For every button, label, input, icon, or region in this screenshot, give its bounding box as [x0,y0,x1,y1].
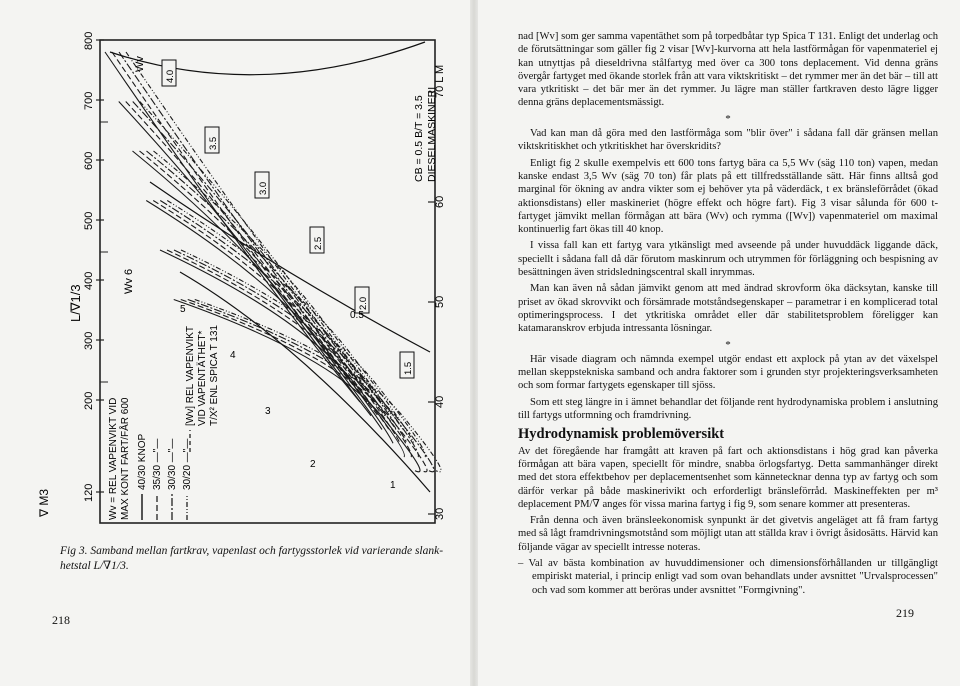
curve-label-5: 5 [180,304,186,315]
paragraph-b3: I vissa fall kan ett fartyg vara ytkänsligt med avseende på under huvuddäck liggande däck, speciellt i sådana fall då där förutom maskinrum och utrymmen för förläggning och bespisning av besättningen även stridsledningscentral skall inrymmas. [518,240,938,279]
paragraph-b2: Enligt fig 2 skulle exempelvis ett 600 tons fartyg bära ca 5,5 Wv (säg 110 ton) vapen, medan kanske endast 3,5 Wv (säg 70 ton) får plats på ett tillfredsställande sätt. Här finns alltså god marginal för ökning av andra vikter som ej behöver yta på väderdäck, t ex bränsleförrådet (ökad aktionsdistans) eller maskineriet (högre effekt och högre fart). Fig 3 visar sålunda för 600 t-fartyget jämvikt mellan förmågan att bära (Wv) och rymma ([Wv]) vapenmateriel om maximal kontinuerlig fart ökas till 40 knop. [518,157,938,236]
bottom-tick-label: 60 [434,195,446,208]
paragraph-d1: Av det föregående har framgått att kraven på fart och aktionsdistans i hög grad kan påverka förmågan att bära vapen, speciellt för mindre, snabba örlogsfartyg. Detta sammanhänger direkt med det stora effektbehov per deplacementsenhet som kännetecknar denna typ av fartyg och som därför verkar på både maskinerivikt och erforderligt bränsleförråd. Maskineffekten per m³ deplacement PM/∇ anges för vissa marina fartyg i fig 9, som senare kommer att presenteras. [518,445,938,510]
weight-box-label: 4.0 [165,69,176,83]
y-tick-label: 120 [83,483,95,502]
legend-box-line-3: T/X² ENL SPICA T 131 [209,325,220,426]
bottom-tick-label: 40 [434,395,446,408]
weight-box-label: 3.0 [258,181,269,195]
chart-annotation [413,87,438,182]
paragraph-a1: nad [Wv] som ger samma vapentäthet som på torpedbåtar typ Spica T 131. Enligt det underlag och de förutsättningar som gäller fig 2 visar [Wv]-kurvorna att hela lastförmågan för vapenmateriel ej kan utnyttjas på dieseldrivna stålfartyg med över ca 300 tons deplacement. Vid denna gräns övergår fartyget med ökande storlek från att vara viktskritiskt – det rymmer mer än det bär – till att vara ytkritiskt – det bär mer än det rymmer. Ju lägre man ställer fartkraven desto lägre ligger denna gräns deplacementsmässigt. [518,31,938,109]
curve-label-wv: Wv [134,56,146,72]
legend-title-1: Wv = REL VAPENVIKT VID [108,397,119,520]
legend-box-line-1: [Wv] REL VAPENVIKT [185,325,196,426]
y-tick-label: 400 [83,271,95,290]
curve-label-4: 4 [230,350,236,361]
chart-curves [105,42,441,492]
page-number-left: 218 [52,613,70,627]
legend-box [185,325,220,452]
y-tick-label: 200 [83,391,95,410]
y-axis-label: ∇ M3 [37,488,51,517]
bottom-tick-label: 30 [434,507,446,520]
y-tick-label: 300 [83,331,95,350]
legend-item-3: 30/30 —"— [167,438,178,490]
annotation-cb: CB = 0.5 B/T = 3.5 [413,95,425,182]
section-heading: Hydrodynamisk problemöversikt [518,426,725,443]
page-number-right: 219 [896,606,914,620]
curve-label-1: 1 [390,480,396,491]
figure-3-chart [30,22,450,540]
y-tick-label: 600 [83,151,95,170]
envelope-curve [110,42,425,75]
curve-label-3: 3 [265,406,271,417]
paragraph-c1: Här visade diagram och nämnda exempel utgör endast ett axplock på ytan av det växelspel mellan skeppstekniska samband och andra faktorer som i grunden styr projekteringsverksamheten och som formar fartygets egenskaper till sjöss. [518,353,938,392]
curve-line [133,102,385,416]
weight-boxes [162,60,414,378]
curve-label-05: 0.5 [350,310,364,321]
legend [108,397,193,520]
list-item: – Val av bästa kombination av huvuddimensioner och dimensionsförhållanden ur tillgängligt empiriskt material, i princip enligt vad som ovan behandlats under avsnittet "Urvalsprocessen" och vad som kommer att beröras under avsnittet "Formgivning". [518,557,938,596]
weight-box-label: 1.5 [403,361,414,375]
legend-title-2: MAX KONT FART/FÅR 600 [120,397,131,520]
bottom-tick-label: 70 L M [434,64,446,98]
paragraph-d2: Från denna och även bränsleekonomisk synpunkt är det givetvis angeläget att få fram fartyg med så lågt framdrivningsmotstånd som möjligt utan att ställda krav i övrigt åsidosätts. Härvid kan följande vägar av speciellt intresse noteras. [518,515,938,553]
y-axis-ticks [83,32,104,502]
left-page [0,0,470,686]
paragraph-b4: Man kan även nå sådan jämvikt genom att med ändrad skrovform öka däcksytan, kanske till priset av ökad skrovvikt och försämrade motståndsegenskaper – parametrar i en komplicerad total optimeringsprocess. I det ytkritiska området eller där stabilitetsproblem föreligger kan katamaranskrov erbjuda intressanta lösningar. [518,283,938,335]
weight-box-label: 2.0 [358,296,369,310]
section-separator-2: * [725,338,731,351]
legend-item-1: 40/30 KNOP [137,433,148,490]
weight-box-label: 3.5 [208,136,219,150]
paragraph-b1: Vad kan man då göra med den lastförmåga som "blir över" i sådana fall där gränsen mellan viktskritiskhet och ytkritiskhet har överskridits? [518,128,938,153]
y-tick-label: 700 [83,91,95,110]
legend-box-line-2: VID VAPENTÄTHET* [197,330,208,426]
figure-caption: Fig 3. Samband mellan fartkrav, vapenlast och fartygsstorlek vid varierande slank-hetstal L/∇1/3. [60,545,444,572]
curve-line [126,52,381,402]
y-tick-label: 500 [83,211,95,230]
paragraph-c2: Som ett steg längre in i ämnet behandlar det följande rent hydrodynamiska problem i anslutning till fartygs utformning och framdrivning. [518,396,938,422]
legend-item-2: 35/30 —"— [152,438,163,490]
x-axis-label: L/∇1/3 [68,284,83,322]
legend-item-4: 30/20 —"— [182,438,193,490]
curve-label-2: 2 [310,459,316,470]
curve-line [119,52,374,402]
body-text [518,30,938,600]
curve-line [195,300,441,472]
bottom-tick-label: 50 [434,295,446,308]
curve-label-wv6: Wv 6 [123,268,135,294]
annotation-diesel: DIESELMASKINERI [426,86,438,182]
top-axis-ticks [100,122,108,382]
weight-box-label: 2.5 [313,236,324,250]
right-page [478,0,960,686]
y-tick-label: 800 [83,31,95,50]
section-separator-1: * [725,112,731,125]
curve-line [188,300,434,472]
book-spine [470,0,478,686]
